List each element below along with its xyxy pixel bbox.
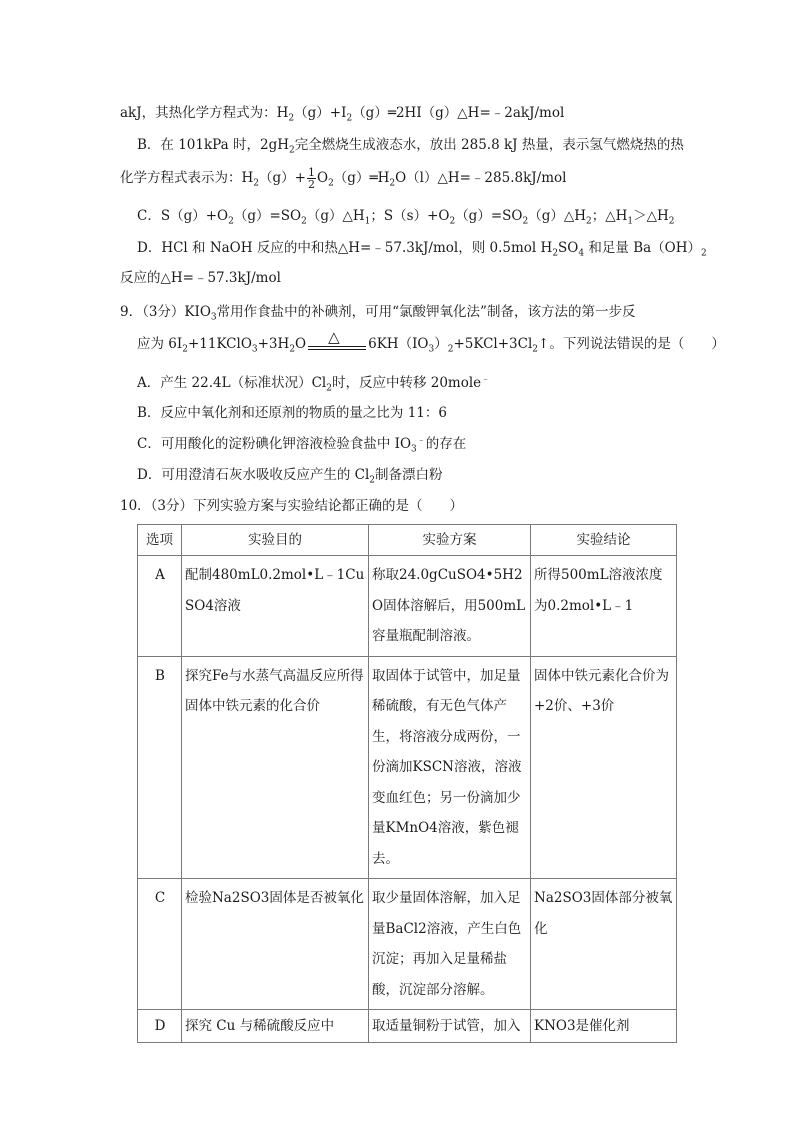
table-row — [138, 1010, 677, 1043]
row-conclusion: KNO3是催化剂 — [531, 1010, 677, 1043]
heating-equals-sign: △ — [308, 337, 366, 353]
row-option: D — [138, 1010, 182, 1043]
question-9-option-c: C．可用酸化的淀粉碘化钾溶液检验食盐中 $IO_3^﹣$的存在 — [137, 435, 467, 455]
option-d-line-2: 反应的△H=﹣57.3kJ/mol — [120, 270, 281, 286]
row-plan: 取适量铜粉于试管，加入 — [369, 1010, 531, 1043]
option-b-line-1: B．在 101kPa 时，$2gH_2$完全燃烧生成液态水，放出 285.8 kJ 热量，表示氢气燃烧热的热 — [137, 137, 684, 156]
text-line-1: akJ，其热化学方程式为：$H_2(g)+I_2(g)═2HI(g)\triangle H=﹣2akJ$/mol — [120, 105, 565, 124]
fraction: $\frac{1}{2}$ — [307, 166, 315, 191]
question-9-stem-1: 9．（3分）$KIO_3$常用作食盐中的补碘剂，可用“氯酸钾氧化法”制备，该方法的第一步反 — [120, 304, 636, 323]
table-header-row — [138, 525, 677, 556]
table-row — [138, 879, 677, 1010]
experiment-table — [137, 524, 677, 1043]
option-b-line-2: 化学方程式表示为：$H_2(g)+$ $\frac{1}{2}$ $O_2(g)═H_2O(l)\triangle H=﹣285.8kJ$/mol — [120, 166, 567, 191]
row-purpose: 探究Fe与水蒸气高温反应所得固体中铁元素的化合价 — [182, 656, 369, 879]
row-option: B — [138, 656, 182, 879]
row-purpose: 探究 Cu 与稀硫酸反应中 — [182, 1010, 369, 1043]
row-plan: 取少量固体溶解，加入足量BaCl2溶液，产生白色沉淀；再加入足量稀盐酸，沉淀部分溶解。 — [369, 879, 531, 1010]
table-row — [138, 656, 677, 879]
row-purpose: 检验Na2SO3固体是否被氧化 — [182, 879, 369, 1010]
question-10-stem: 10．（3分）下列实验方案与实验结论都正确的是（ ） — [120, 498, 464, 514]
header-purpose: 实验目的 — [182, 525, 369, 556]
row-option: A — [138, 556, 182, 657]
header-plan: 实验方案 — [369, 525, 531, 556]
row-option: C — [138, 879, 182, 1010]
question-9-option-d: D．可用澄清石灰水吸收反应产生的 $Cl_2$制备漂白粉 — [137, 467, 443, 486]
row-plan: 称取24.0gCuSO4•5H2O固体溶解后，用500mL容量瓶配制溶液。 — [369, 556, 531, 657]
option-c-line: C．$S(g)+O_2(g)=SO_2(g)\triangle H_1$；$S(s)+O_2(g)=SO_2(g)\triangle H_2$；$\triangle H_1>\triangle H_2$ — [137, 208, 675, 227]
option-d-line-1: D．HCl 和 NaOH 反应的中和热△H=﹣57.3kJ/mol，则 0.5mol $H_2SO_4$ 和足量 $Ba(OH)_2$ — [137, 240, 707, 259]
question-9-option-a: A．产生 22.4L（标准状况）$Cl_2$时，反应中转移 20mole﹣ — [137, 374, 491, 394]
table-row — [138, 556, 677, 657]
header-option: 选项 — [138, 525, 182, 556]
row-conclusion: 固体中铁元素化合价为+2价、+3价 — [531, 656, 677, 879]
row-conclusion: Na2SO3固体部分被氧化 — [531, 879, 677, 1010]
header-conclusion: 实验结论 — [531, 525, 677, 556]
row-plan: 取固体于试管中，加足量稀硫酸，有无色气体产生，将溶液分成两份，一份滴加KSCN溶液，溶液变血红色；另一份滴加少量KMnO4溶液，紫色褪去。 — [369, 656, 531, 879]
question-9-stem-2: 应为 $6I_2+11KClO_3+3H_2O$ △ $6KH(IO_3)_2+5KCl+3Cl_2↑$。下列说法错误的是（ ） — [137, 327, 725, 355]
row-conclusion: 所得500mL溶液浓度为0.2mol•L﹣1 — [531, 556, 677, 657]
row-purpose: 配制480mL0.2mol•L﹣1CuSO4溶液 — [182, 556, 369, 657]
question-9-option-b: B．反应中氧化剂和还原剂的物质的量之比为 11：6 — [137, 405, 447, 421]
